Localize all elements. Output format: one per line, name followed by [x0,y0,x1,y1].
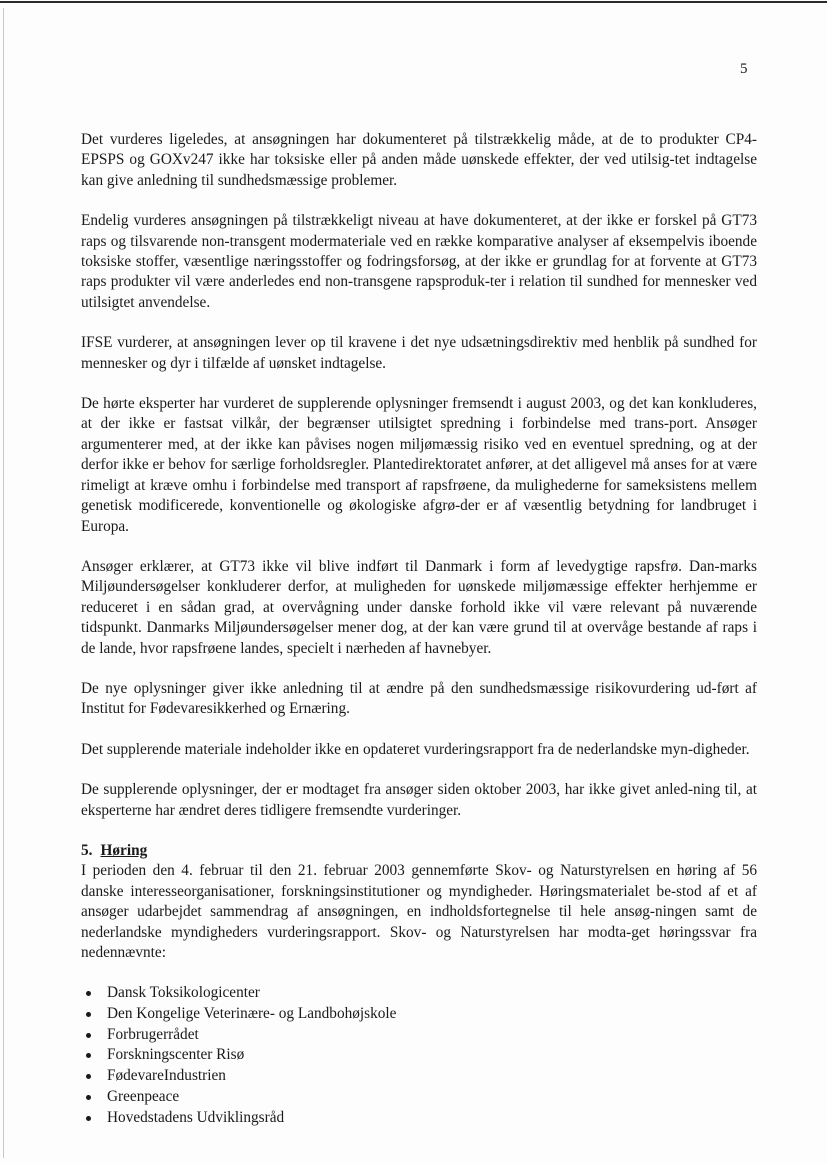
list-item-text: Hovedstadens Udviklingsråd [107,1108,285,1126]
list-item-text: Forskningscenter Risø [107,1046,245,1064]
section-number: 5. [81,841,93,859]
list-item [81,1025,757,1046]
list-item-text: FødevareIndustrien [107,1067,226,1085]
top-rule [0,1,827,3]
list-item [81,1108,757,1129]
section-title: Høring [100,841,148,859]
paragraph-3: IFSE vurderer, at ansøgningen lever op til kravene i det nye udsætningsdirektiv med henblik på sundhed for mennesker og dyr i tilfælde af uønsket indtagelse. [81,334,757,372]
section-heading [81,841,757,861]
bullet-icon [86,991,91,996]
paragraph-4: De hørte eksperter har vurderet de supplerende oplysninger fremsendt i august 2003, og det kan konkluderes, at der ikke er fastsat vilkår, der begrænser utilsigtet spredning i forbindelse med trans-port. Ansøger argumenterer med, at der ikke kan påvises nogen miljømæssig risiko ved en eventuel spredning, og at der derfor ikke er behov for særlige forholdsregler. Plantedirektoratet anfører, at det alligevel må anses for at være rimeligt at kræve omhu i forbindelse med transport af rapsfrøene, da mulighederne for sameksistens mellem genetisk modificerede, konventionelle og økologiske afgrø-der er af væsentlig betydning for landbruget i Europa. [81,395,757,535]
respondent-list [81,983,757,1128]
list-item [81,983,757,1004]
bullet-icon [86,1033,91,1038]
list-item-text: Dansk Toksikologicenter [107,984,260,1002]
paragraph-1: Det vurderes ligeledes, at ansøgningen har dokumenteret på tilstrækkelig måde, at de to produkter CP4-EPSPS og GOXv247 ikke har toksiske eller på anden måde uønskede effekter, der ved utilsig-tet indtagelse kan give anledning til sundhedsmæssige problemer. [81,131,757,189]
document-body [81,130,757,1128]
page-number: 5 [740,61,748,77]
bullet-icon [86,1074,91,1079]
bullet-icon [86,1012,91,1017]
paragraph-5: Ansøger erklærer, at GT73 ikke vil blive indført til Danmark i form af levedygtige rapsfrø. Dan-marks Miljøundersøgelser konkluderer derfor, at muligheden for uønskede miljømæssige effekter herhjemme er reduceret i en sådan grad, at overvågning under danske forhold ikke vil være relevant på nuværende tidspunkt. Danmarks Miljøundersøgelser mener dog, at der kan være grund til at overvåge bestande af raps i de lande, hvor rapsfrøene landes, specielt i nærheden af havnebyer. [81,557,757,657]
paragraph-2: Endelig vurderes ansøgningen på tilstrækkeligt niveau at have dokumenteret, at der ikke er forskel på GT73 raps og tilsvarende non-transgent modermateriale ved en række komparative analyser af eksempelvis iboende toksiske stoffer, væsentlige næringsstoffer og fodringsforsøg, at der ikke er grundlag for at forvente at GT73 raps produkter vil være anderledes end non-transgene rapsproduk-ter i relation til sundhed for mennesker ved utilsigtet anvendelse. [81,212,757,311]
bullet-icon [86,1116,91,1121]
list-item-text: Greenpeace [107,1087,180,1105]
paragraph-7: Det supplerende materiale indeholder ikke en opdateret vurderingsrapport fra de nederlandske myn-digheder. [81,740,750,758]
list-item [81,1087,757,1108]
scan-margin-line [3,8,4,1158]
paragraph-8: De supplerende oplysninger, der er modtaget fra ansøger siden oktober 2003, har ikke givet anled-ning til, at eksperterne har ændret deres tidligere fremsendte vurderinger. [81,781,757,819]
list-item [81,1066,757,1087]
bullet-icon [86,1095,91,1100]
list-item-text: Den Kongelige Veterinære- og Landbohøjskole [107,1005,397,1023]
bullet-icon [86,1053,91,1058]
list-item [81,1004,757,1025]
section-paragraph: I perioden den 4. februar til den 21. februar 2003 gennemførte Skov- og Naturstyrelsen en høring af 56 danske interesseorganisationer, forskningsinstitutioner og myndigheder. Høringsmaterialet be-stod af et af ansøger udarbejdet sammendrag af ansøgningen, en indholdsfortegnelse til hele ansøg-ningen samt de nederlandske myndigheders vurderingsrapport. Skov- og Naturstyrelsen har modta-get høringssvar fra nedennævnte: [81,862,757,961]
paragraph-6: De nye oplysninger giver ikke anledning til at ændre på den sundhedsmæssige risikovurdering ud-ført af Institut for Fødevaresikkerhed og Ernæring. [81,679,757,718]
list-item-text: Forbrugerrådet [107,1025,199,1043]
list-item [81,1045,757,1066]
